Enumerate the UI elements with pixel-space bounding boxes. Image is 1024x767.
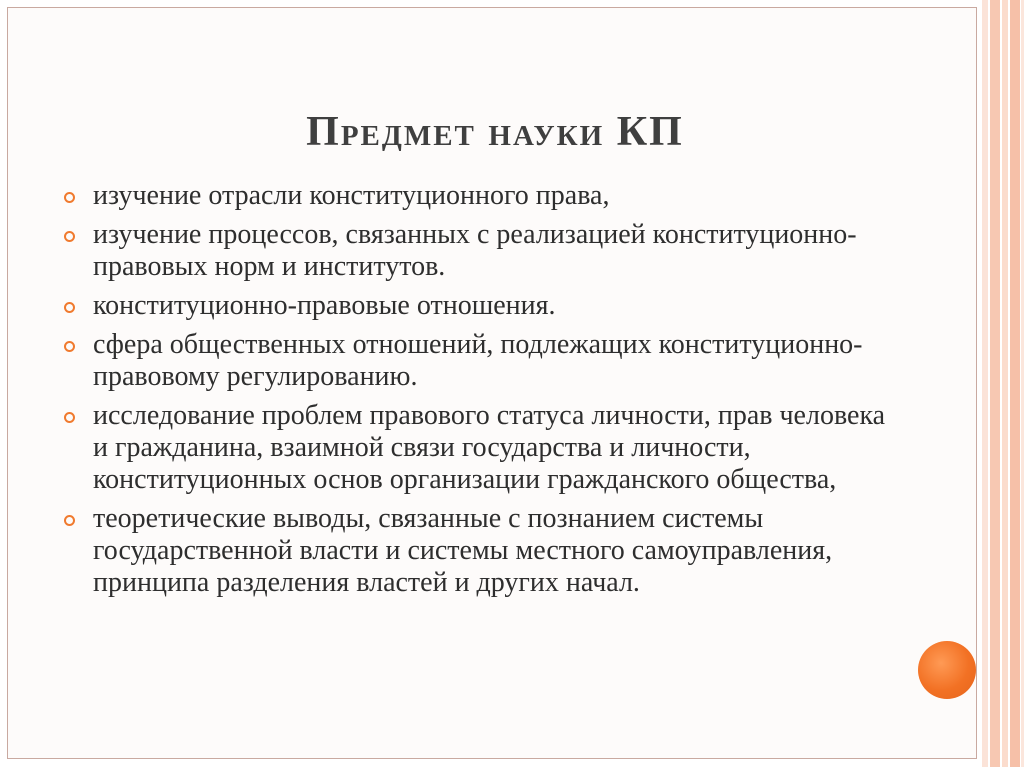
list-item-text: изучение отрасли конституционного права, [93,180,610,211]
bullet-list [64,180,894,606]
list-item [64,400,894,496]
bullet-ring-icon [64,341,75,352]
decorative-orb-icon [918,641,976,699]
bullet-ring-icon [64,302,75,313]
list-item-text: сфера общественных отношений, подлежащих конституционно-правовому регулированию. [93,329,863,392]
list-item-text: исследование проблем правового статуса личности, прав человека и гражданина, взаимной связи государства и личности, конституционных основ организации гражданского общества, [93,400,886,495]
list-item [64,329,894,393]
stripe [990,0,1000,767]
bullet-ring-icon [64,412,75,423]
list-item [64,290,894,322]
slide-title: Предмет науки КП [306,109,684,155]
list-item [64,219,894,283]
list-item [64,503,894,599]
list-item [64,180,894,212]
stripe [1002,0,1008,767]
list-item-text: теоретические выводы, связанные с познанием системы государственной власти и системы местного самоуправления, принципа разделения властей и других начал. [93,503,833,598]
list-item-text: изучение процессов, связанных с реализацией конституционно-правовых норм и институтов. [93,219,857,282]
stripe [1010,0,1020,767]
bullet-ring-icon [64,231,75,242]
list-item-text: конституционно-правовые отношения. [93,290,556,321]
bullet-ring-icon [64,515,75,526]
bullet-ring-icon [64,192,75,203]
